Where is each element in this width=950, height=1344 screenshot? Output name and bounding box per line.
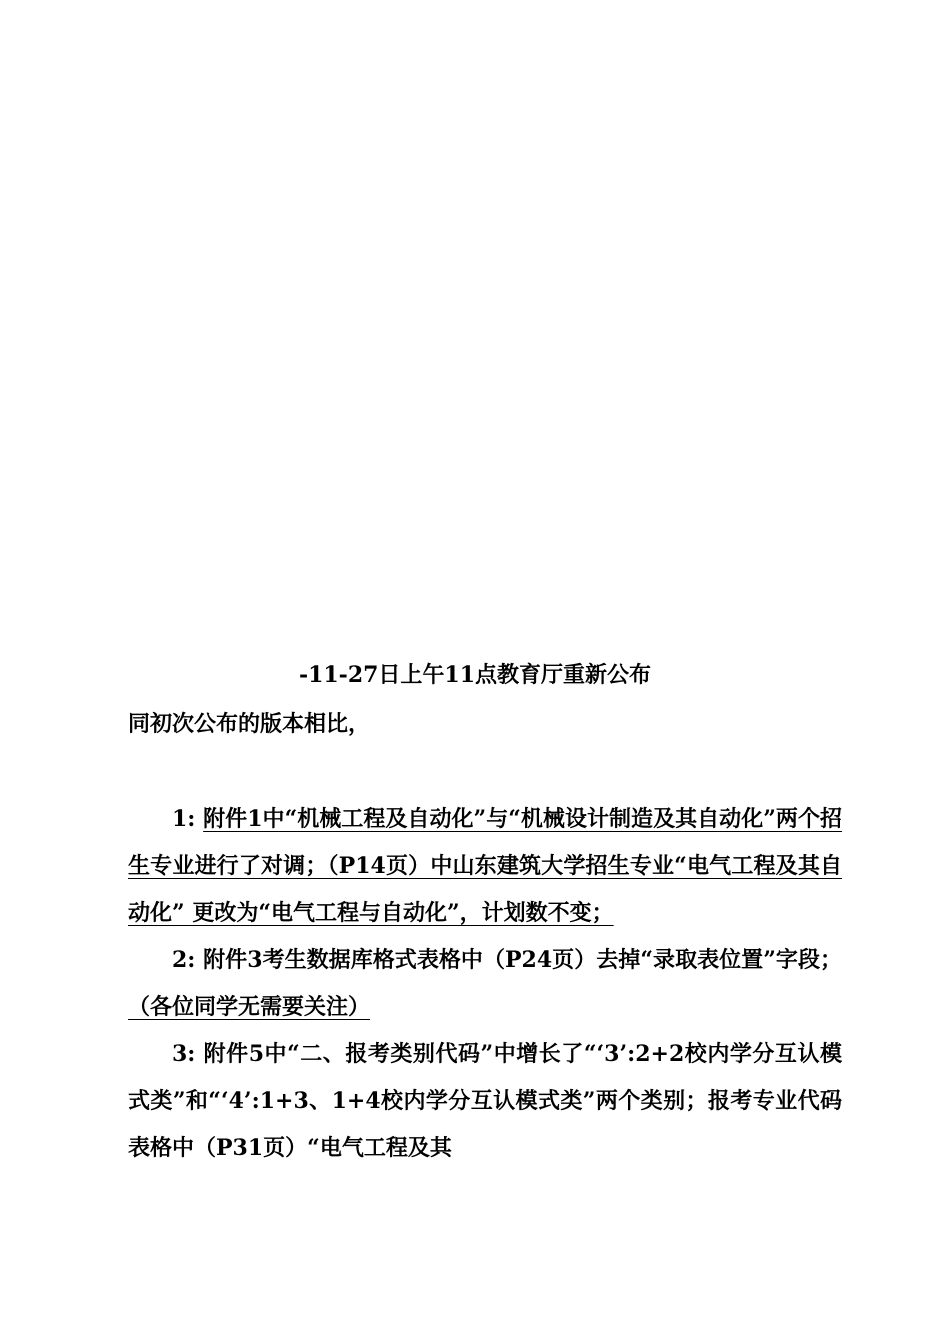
intro-text: 同初次公布的版本相比， xyxy=(128,711,371,737)
item-underlined-text: （各位同学无需要关注） xyxy=(128,994,371,1020)
item-number: 2: xyxy=(172,947,196,973)
list-item xyxy=(128,796,842,937)
item-text: 附件3考生数据库格式表格中（P24页）去掉“录取表位置”字段； xyxy=(203,947,842,973)
page-title: -11-27日上午11点教育厅重新公布 xyxy=(298,662,652,688)
list-item xyxy=(128,1031,842,1172)
item-number: 1: xyxy=(172,806,196,832)
item-number: 3: xyxy=(172,1041,196,1067)
item-text: 附件5中“二、报考类别代码”中增长了“‘3’:2+2校内学分互认模式类”和“‘4’:1+3、1+4校内学分互认模式类”两个类别；报考专业代码表格中（P31页）“电气工程及其 xyxy=(128,1041,842,1161)
item-underlined-text: 附件1中“机械工程及自动化”与“机械设计制造及其自动化”两个招生专业进行了对调；（P14页）中山东建筑大学招生专业“电气工程及其自动化” 更改为“电气工程与自动化”，计划数不变； xyxy=(128,806,842,926)
list-item xyxy=(128,937,842,1031)
body-text xyxy=(128,796,842,1172)
